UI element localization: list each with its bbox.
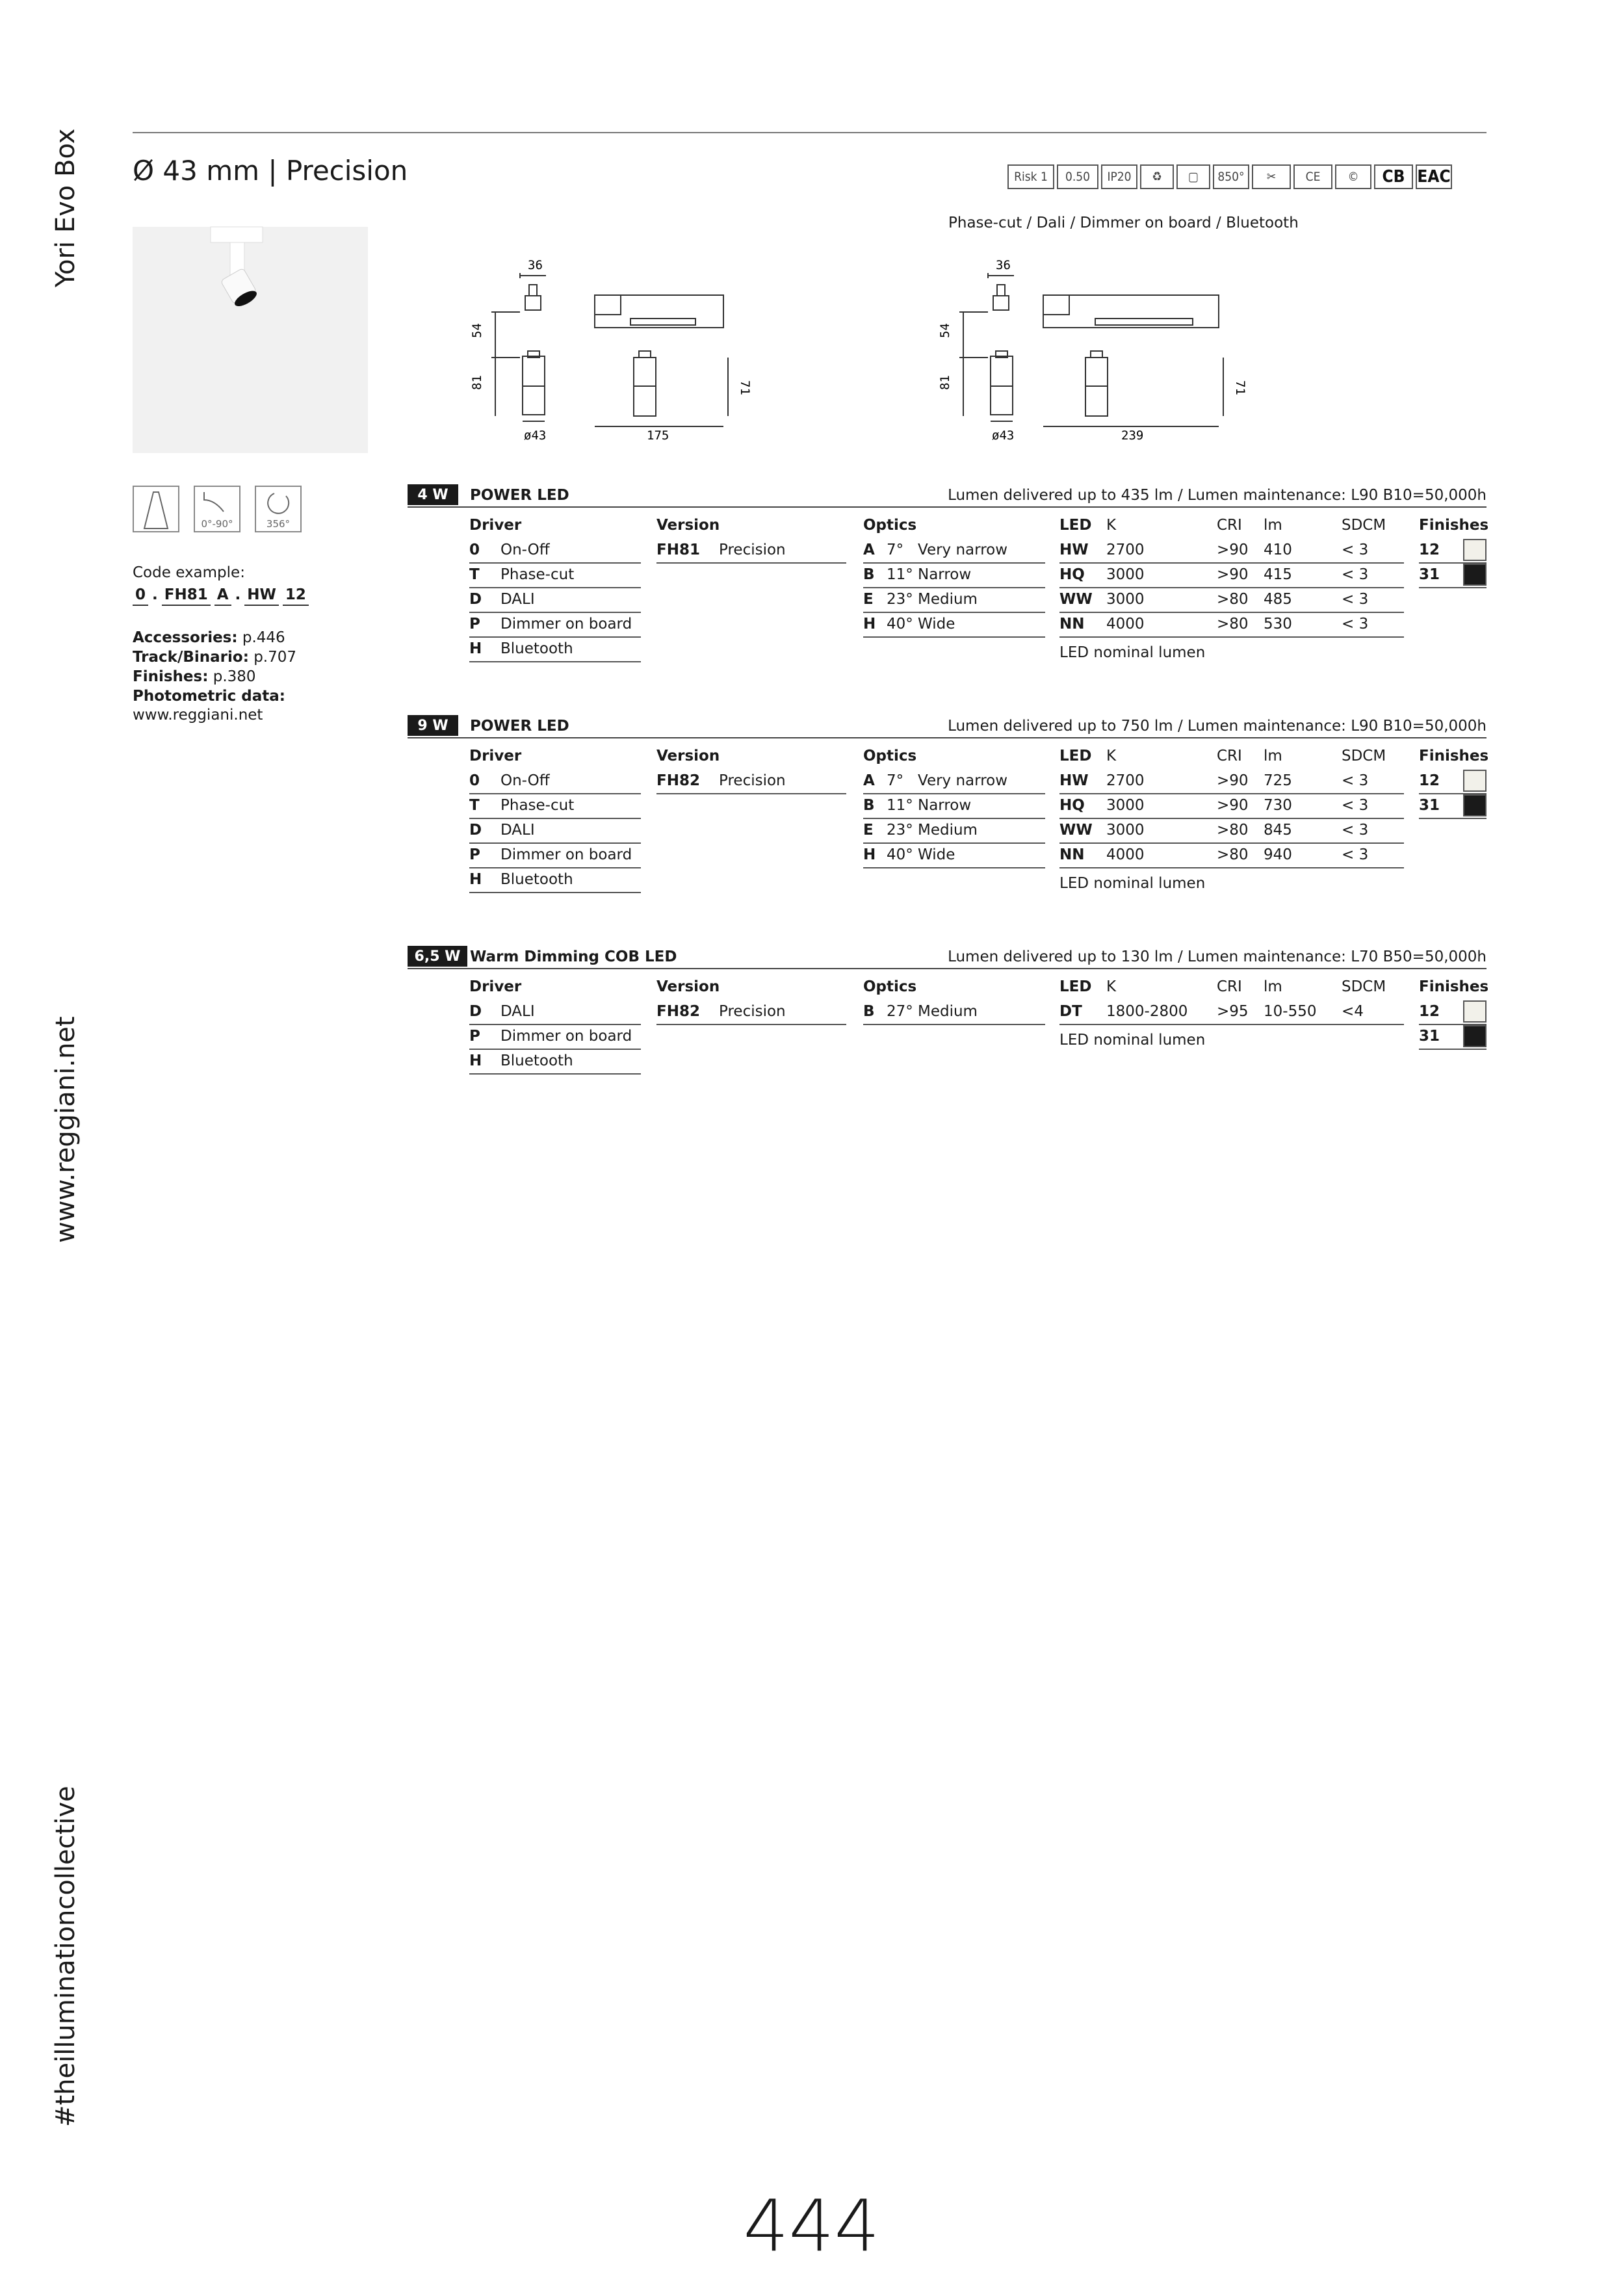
optics-name: Wide <box>918 846 955 863</box>
optics-code: A <box>863 541 875 558</box>
optics-code: B <box>863 566 875 583</box>
dim-height-54: 54 <box>470 323 484 338</box>
led-header-k: K <box>1106 748 1117 764</box>
led-header-cri: CRI <box>1217 978 1242 995</box>
code-part: FH81 <box>162 586 211 606</box>
led-kelvin: 4000 <box>1106 846 1145 863</box>
dim-length: 239 <box>1121 428 1144 443</box>
led-code: HQ <box>1059 566 1085 583</box>
dim-height-81: 81 <box>470 375 484 390</box>
optics-name: Very narrow <box>918 772 1008 789</box>
led-lumen: 725 <box>1264 772 1292 789</box>
led-row <box>1059 613 1404 638</box>
driver-code: H <box>469 1052 482 1069</box>
optics-column <box>863 745 1045 868</box>
reference-value: p.446 <box>242 629 285 646</box>
led-header-led: LED <box>1059 748 1092 764</box>
optics-name: Medium <box>918 822 978 839</box>
driver-row <box>469 794 641 819</box>
version-header: Version <box>656 748 720 764</box>
finish-code: 31 <box>1419 797 1440 814</box>
dim-height-71: 71 <box>1233 380 1247 395</box>
led-kelvin: 3000 <box>1106 591 1145 608</box>
wattage-tag: 9 W <box>408 715 458 736</box>
optics-name: Very narrow <box>918 541 1008 558</box>
section-header <box>408 484 1487 508</box>
beam-icon <box>133 486 179 532</box>
finish-swatch <box>1463 564 1487 586</box>
driver-row <box>469 1050 641 1075</box>
dim-height-81: 81 <box>938 375 952 390</box>
version-column <box>656 976 846 1025</box>
reference-key: Track/Binario: <box>133 649 249 666</box>
led-column <box>1059 976 1404 1049</box>
led-sdcm: < 3 <box>1342 822 1369 839</box>
optics-angle: 7° <box>887 772 904 789</box>
led-cri: >80 <box>1217 616 1249 633</box>
finish-swatch <box>1463 539 1487 561</box>
optics-code: E <box>863 591 874 608</box>
driver-row <box>469 539 641 564</box>
code-example-label: Code example: <box>133 564 245 581</box>
led-cri: >95 <box>1217 1003 1249 1020</box>
dim-width-top: 36 <box>996 258 1011 272</box>
finish-row <box>1419 1025 1487 1050</box>
led-code: NN <box>1059 846 1085 863</box>
led-header-row <box>1059 745 1404 770</box>
led-header-sdcm: SDCM <box>1342 748 1386 764</box>
section-header <box>408 715 1487 738</box>
driver-code: P <box>469 846 480 863</box>
page-title: Ø 43 mm | Precision <box>133 155 408 187</box>
led-note: LED nominal lumen <box>1059 644 1206 661</box>
cert-badge: ▢ <box>1176 164 1210 189</box>
optics-name: Narrow <box>918 566 972 583</box>
driver-code: D <box>469 822 482 839</box>
section-header <box>408 946 1487 969</box>
optics-row <box>863 844 1045 868</box>
led-kelvin: 3000 <box>1106 797 1145 814</box>
code-part: A <box>214 586 231 606</box>
reference-key: Photometric data: <box>133 688 285 705</box>
led-lumen: 485 <box>1264 591 1292 608</box>
led-sdcm: < 3 <box>1342 541 1369 558</box>
finish-code: 31 <box>1419 566 1440 583</box>
led-row <box>1059 770 1404 794</box>
driver-code: T <box>469 566 480 583</box>
led-lumen: 410 <box>1264 541 1292 558</box>
driver-name: DALI <box>500 591 535 608</box>
optics-code: B <box>863 1003 875 1020</box>
optics-angle: 27° <box>887 1003 913 1020</box>
driver-code: T <box>469 797 480 814</box>
led-header-cri: CRI <box>1217 748 1242 764</box>
wattage-tag: 6,5 W <box>408 946 467 967</box>
optics-code: H <box>863 846 876 863</box>
reference-value: p.380 <box>213 668 256 685</box>
drivers-caption: Phase-cut / Dali / Dimmer on board / Bluetooth <box>948 215 1299 231</box>
optics-row <box>863 613 1045 638</box>
finish-code: 12 <box>1419 1003 1440 1020</box>
finish-code: 31 <box>1419 1028 1440 1045</box>
reference-line <box>133 628 296 647</box>
optics-code: E <box>863 822 874 839</box>
driver-header: Driver <box>469 978 522 995</box>
optics-code: A <box>863 772 875 789</box>
driver-row <box>469 1025 641 1050</box>
led-cri: >90 <box>1217 797 1249 814</box>
finish-code: 12 <box>1419 772 1440 789</box>
led-type: Warm Dimming COB LED <box>470 948 677 965</box>
led-header-k: K <box>1106 978 1117 995</box>
code-part: 0 <box>133 586 148 606</box>
reference-key: Accessories: <box>133 629 238 646</box>
driver-name: Bluetooth <box>500 640 573 657</box>
finish-row <box>1419 564 1487 588</box>
reference-line <box>133 667 296 686</box>
version-code: FH82 <box>656 1003 700 1020</box>
driver-row <box>469 868 641 893</box>
driver-row <box>469 1000 641 1025</box>
driver-name: Phase-cut <box>500 797 575 814</box>
tilt-icon: 0°-90° <box>194 486 240 532</box>
feature-icons <box>133 486 302 532</box>
led-kelvin: 4000 <box>1106 616 1145 633</box>
led-code: WW <box>1059 591 1093 608</box>
led-code: HW <box>1059 772 1089 789</box>
led-kelvin: 3000 <box>1106 566 1145 583</box>
led-kelvin: 3000 <box>1106 822 1145 839</box>
rotation-icon: 356° <box>255 486 302 532</box>
dim-height-71: 71 <box>738 380 752 395</box>
reference-value: p.707 <box>253 649 297 666</box>
optics-angle: 11° <box>887 566 913 583</box>
code-part: 12 <box>283 586 309 606</box>
driver-name: Bluetooth <box>500 1052 573 1069</box>
finishes-column <box>1419 745 1487 819</box>
optics-row <box>863 564 1045 588</box>
optics-column <box>863 976 1045 1025</box>
led-row <box>1059 819 1404 844</box>
version-column <box>656 514 846 564</box>
version-row <box>656 1000 846 1025</box>
led-cri: >80 <box>1217 846 1249 863</box>
led-sdcm: < 3 <box>1342 772 1369 789</box>
led-lumen: 415 <box>1264 566 1292 583</box>
driver-name: Bluetooth <box>500 871 573 888</box>
led-sdcm: < 3 <box>1342 566 1369 583</box>
optics-angle: 40° <box>887 846 913 863</box>
driver-column <box>469 745 641 893</box>
version-code: FH82 <box>656 772 700 789</box>
optics-header: Optics <box>863 517 917 534</box>
finish-row <box>1419 770 1487 794</box>
optics-row <box>863 770 1045 794</box>
driver-row <box>469 844 641 868</box>
driver-code: H <box>469 871 482 888</box>
led-header-led: LED <box>1059 517 1092 534</box>
driver-code: 0 <box>469 772 480 789</box>
led-code: HW <box>1059 541 1089 558</box>
top-rule <box>133 132 1487 133</box>
driver-name: Dimmer on board <box>500 846 632 863</box>
led-header-row <box>1059 514 1404 539</box>
led-header-led: LED <box>1059 978 1092 995</box>
led-code: NN <box>1059 616 1085 633</box>
led-row <box>1059 588 1404 613</box>
driver-name: Dimmer on board <box>500 1028 632 1045</box>
led-header-cri: CRI <box>1217 517 1242 534</box>
finishes-header: Finishes <box>1419 748 1489 764</box>
reference-key: Finishes: <box>133 668 209 685</box>
references <box>133 628 296 706</box>
driver-code: 0 <box>469 541 480 558</box>
led-kelvin: 2700 <box>1106 541 1145 558</box>
optics-header: Optics <box>863 748 917 764</box>
finish-swatch <box>1463 1000 1487 1023</box>
led-header-row <box>1059 976 1404 1000</box>
finish-swatch <box>1463 794 1487 816</box>
cert-badge: © <box>1335 164 1371 189</box>
optics-name: Wide <box>918 616 955 633</box>
reference-line <box>133 686 296 706</box>
optics-angle: 40° <box>887 616 913 633</box>
driver-code: P <box>469 1028 480 1045</box>
led-sdcm: < 3 <box>1342 846 1369 863</box>
led-row <box>1059 564 1404 588</box>
led-code: HQ <box>1059 797 1085 814</box>
led-header-lm: lm <box>1264 748 1282 764</box>
optics-angle: 11° <box>887 797 913 814</box>
code-part: . <box>152 586 158 603</box>
optics-code: B <box>863 797 875 814</box>
led-note: LED nominal lumen <box>1059 1032 1206 1049</box>
optics-column <box>863 514 1045 638</box>
cert-badge: IP20 <box>1101 164 1137 189</box>
led-header-sdcm: SDCM <box>1342 517 1386 534</box>
code-example <box>133 586 309 606</box>
driver-name: On-Off <box>500 772 550 789</box>
led-kelvin: 1800-2800 <box>1106 1003 1188 1020</box>
optics-row <box>863 588 1045 613</box>
code-part: . <box>235 586 241 603</box>
finishes-header: Finishes <box>1419 978 1489 995</box>
led-column <box>1059 514 1404 661</box>
optics-angle: 7° <box>887 541 904 558</box>
product-photo <box>133 218 368 453</box>
finishes-header: Finishes <box>1419 517 1489 534</box>
optics-name: Medium <box>918 1003 978 1020</box>
driver-row <box>469 819 641 844</box>
lumen-info: Lumen delivered up to 750 lm / Lumen maintenance: L90 B10=50,000h <box>948 718 1487 735</box>
lumen-info: Lumen delivered up to 435 lm / Lumen maintenance: L90 B10=50,000h <box>948 487 1487 504</box>
led-kelvin: 2700 <box>1106 772 1145 789</box>
led-lumen: 530 <box>1264 616 1292 633</box>
finishes-column <box>1419 976 1487 1050</box>
driver-row <box>469 588 641 613</box>
reference-line <box>133 647 296 667</box>
driver-code: P <box>469 616 480 633</box>
code-part: HW <box>244 586 279 606</box>
cert-badge: ✂ <box>1252 164 1291 189</box>
optics-row <box>863 794 1045 819</box>
cert-badge: 850° <box>1213 164 1249 189</box>
product-image <box>133 218 368 453</box>
version-code: FH81 <box>656 541 700 558</box>
version-header: Version <box>656 978 720 995</box>
technical-drawing-239 <box>923 254 1274 449</box>
page-number: 444 <box>743 2184 880 2267</box>
version-row <box>656 770 846 794</box>
driver-name: DALI <box>500 1003 535 1020</box>
finish-row <box>1419 1000 1487 1025</box>
led-header-lm: lm <box>1264 978 1282 995</box>
led-lumen: 845 <box>1264 822 1292 839</box>
finish-row <box>1419 794 1487 819</box>
version-name: Precision <box>719 541 786 558</box>
driver-row <box>469 770 641 794</box>
led-sdcm: <4 <box>1342 1003 1364 1020</box>
led-lumen: 10-550 <box>1264 1003 1317 1020</box>
wattage-tag: 4 W <box>408 484 458 505</box>
led-header-lm: lm <box>1264 517 1282 534</box>
version-name: Precision <box>719 1003 786 1020</box>
optics-header: Optics <box>863 978 917 995</box>
driver-name: DALI <box>500 822 535 839</box>
cert-badge: CE <box>1293 164 1332 189</box>
lumen-info: Lumen delivered up to 130 lm / Lumen maintenance: L70 B50=50,000h <box>948 948 1487 965</box>
led-row <box>1059 1000 1404 1025</box>
driver-header: Driver <box>469 748 522 764</box>
version-row <box>656 539 846 564</box>
driver-name: Phase-cut <box>500 566 575 583</box>
cert-badge: Risk 1 <box>1007 164 1054 189</box>
optics-row <box>863 1000 1045 1025</box>
led-note: LED nominal lumen <box>1059 875 1206 892</box>
driver-column <box>469 976 641 1075</box>
finish-code: 12 <box>1419 541 1440 558</box>
dim-diameter: ø43 <box>992 428 1015 443</box>
led-code: DT <box>1059 1003 1082 1020</box>
optics-angle: 23° <box>887 822 913 839</box>
dim-width-top: 36 <box>528 258 543 272</box>
led-sdcm: < 3 <box>1342 591 1369 608</box>
driver-code: H <box>469 640 482 657</box>
driver-row <box>469 564 641 588</box>
driver-code: D <box>469 591 482 608</box>
version-column <box>656 745 846 794</box>
led-lumen: 730 <box>1264 797 1292 814</box>
finish-row <box>1419 539 1487 564</box>
optics-code: H <box>863 616 876 633</box>
cert-badge: 0.50 <box>1057 164 1098 189</box>
led-sdcm: < 3 <box>1342 797 1369 814</box>
optics-angle: 23° <box>887 591 913 608</box>
certification-badges <box>1007 164 1452 189</box>
led-cri: >90 <box>1217 566 1249 583</box>
dim-diameter: ø43 <box>524 428 547 443</box>
finish-swatch <box>1463 1025 1487 1047</box>
dim-height-54: 54 <box>938 323 952 338</box>
driver-name: On-Off <box>500 541 550 558</box>
cert-badge: CB <box>1374 164 1413 189</box>
finish-swatch <box>1463 770 1487 792</box>
driver-code: D <box>469 1003 482 1020</box>
version-name: Precision <box>719 772 786 789</box>
led-sdcm: < 3 <box>1342 616 1369 633</box>
driver-name: Dimmer on board <box>500 616 632 633</box>
technical-drawing-175 <box>455 254 767 449</box>
led-cri: >80 <box>1217 591 1249 608</box>
led-header-k: K <box>1106 517 1117 534</box>
led-code: WW <box>1059 822 1093 839</box>
dim-length: 175 <box>647 428 669 443</box>
optics-name: Narrow <box>918 797 972 814</box>
led-row <box>1059 794 1404 819</box>
cert-badge: ♻ <box>1140 164 1174 189</box>
led-cri: >90 <box>1217 772 1249 789</box>
finishes-column <box>1419 514 1487 588</box>
led-cri: >80 <box>1217 822 1249 839</box>
driver-row <box>469 638 641 662</box>
optics-name: Medium <box>918 591 978 608</box>
led-type: POWER LED <box>470 487 569 504</box>
cert-badge: EAC <box>1416 164 1452 189</box>
version-header: Version <box>656 517 720 534</box>
optics-row <box>863 819 1045 844</box>
led-header-sdcm: SDCM <box>1342 978 1386 995</box>
led-type: POWER LED <box>470 718 569 735</box>
driver-header: Driver <box>469 517 522 534</box>
driver-column <box>469 514 641 662</box>
optics-row <box>863 539 1045 564</box>
led-row <box>1059 844 1404 868</box>
led-cri: >90 <box>1217 541 1249 558</box>
led-row <box>1059 539 1404 564</box>
led-lumen: 940 <box>1264 846 1292 863</box>
led-column <box>1059 745 1404 892</box>
driver-row <box>469 613 641 638</box>
website-link[interactable]: www.reggiani.net <box>133 707 263 724</box>
